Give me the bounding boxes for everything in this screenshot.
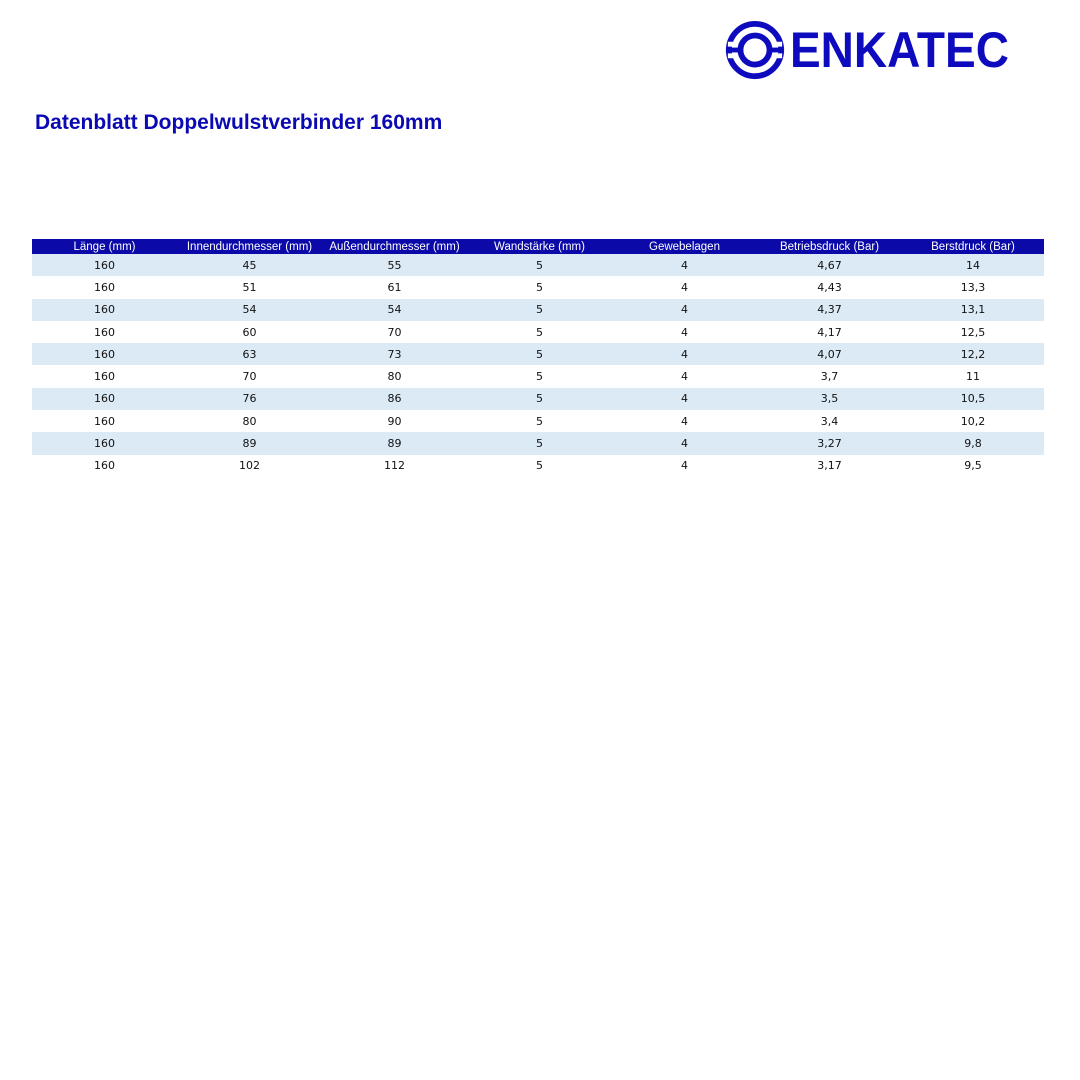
table-cell-betriebsdruck: 4,17 xyxy=(757,321,902,343)
table-cell-aussendurchmesser: 55 xyxy=(322,254,467,276)
table-cell-berstdruck: 13,1 xyxy=(902,299,1044,321)
table-cell-wandstaerke: 5 xyxy=(467,455,612,477)
table-cell-laenge: 160 xyxy=(32,299,177,321)
table-cell-innendurchmesser: 70 xyxy=(177,365,322,387)
table-row xyxy=(32,365,1044,387)
table-cell-berstdruck: 13,3 xyxy=(902,276,1044,298)
table-cell-aussendurchmesser: 54 xyxy=(322,299,467,321)
column-header-laenge: Länge (mm) xyxy=(32,239,177,254)
table-cell-betriebsdruck: 3,4 xyxy=(757,410,902,432)
table-cell-wandstaerke: 5 xyxy=(467,321,612,343)
table-cell-aussendurchmesser: 70 xyxy=(322,321,467,343)
brand-logo xyxy=(724,18,1060,82)
table-cell-laenge: 160 xyxy=(32,455,177,477)
table-cell-aussendurchmesser: 112 xyxy=(322,455,467,477)
table-cell-gewebelagen: 4 xyxy=(612,432,757,454)
table-row xyxy=(32,321,1044,343)
brand-name: ENKATEC xyxy=(790,22,1009,78)
spec-table xyxy=(32,239,1044,477)
table-cell-aussendurchmesser: 80 xyxy=(322,365,467,387)
table-cell-gewebelagen: 4 xyxy=(612,276,757,298)
table-row xyxy=(32,343,1044,365)
table-cell-innendurchmesser: 54 xyxy=(177,299,322,321)
table-cell-laenge: 160 xyxy=(32,410,177,432)
table-cell-laenge: 160 xyxy=(32,388,177,410)
table-cell-berstdruck: 14 xyxy=(902,254,1044,276)
table-cell-betriebsdruck: 3,5 xyxy=(757,388,902,410)
table-cell-betriebsdruck: 3,17 xyxy=(757,455,902,477)
table-cell-gewebelagen: 4 xyxy=(612,365,757,387)
table-cell-wandstaerke: 5 xyxy=(467,299,612,321)
table-cell-innendurchmesser: 60 xyxy=(177,321,322,343)
table-cell-laenge: 160 xyxy=(32,321,177,343)
table-cell-betriebsdruck: 4,67 xyxy=(757,254,902,276)
table-cell-wandstaerke: 5 xyxy=(467,365,612,387)
table-cell-wandstaerke: 5 xyxy=(467,343,612,365)
table-cell-gewebelagen: 4 xyxy=(612,410,757,432)
table-cell-betriebsdruck: 3,7 xyxy=(757,365,902,387)
table-cell-gewebelagen: 4 xyxy=(612,321,757,343)
table-cell-aussendurchmesser: 89 xyxy=(322,432,467,454)
table-cell-laenge: 160 xyxy=(32,276,177,298)
table-cell-betriebsdruck: 4,07 xyxy=(757,343,902,365)
column-header-berstdruck: Berstdruck (Bar) xyxy=(902,239,1044,254)
table-cell-wandstaerke: 5 xyxy=(467,432,612,454)
column-header-gewebelagen: Gewebelagen xyxy=(612,239,757,254)
column-header-innendurchmesser: Innendurchmesser (mm) xyxy=(177,239,322,254)
column-header-aussendurchmesser: Außendurchmesser (mm) xyxy=(322,239,467,254)
table-cell-innendurchmesser: 45 xyxy=(177,254,322,276)
table-cell-innendurchmesser: 80 xyxy=(177,410,322,432)
table-cell-gewebelagen: 4 xyxy=(612,254,757,276)
table-cell-wandstaerke: 5 xyxy=(467,276,612,298)
table-cell-gewebelagen: 4 xyxy=(612,388,757,410)
table-cell-wandstaerke: 5 xyxy=(467,254,612,276)
table-cell-aussendurchmesser: 73 xyxy=(322,343,467,365)
table-cell-laenge: 160 xyxy=(32,432,177,454)
table-cell-betriebsdruck: 3,27 xyxy=(757,432,902,454)
table-cell-aussendurchmesser: 90 xyxy=(322,410,467,432)
table-cell-betriebsdruck: 4,37 xyxy=(757,299,902,321)
table-cell-berstdruck: 12,2 xyxy=(902,343,1044,365)
table-cell-berstdruck: 11 xyxy=(902,365,1044,387)
column-header-betriebsdruck: Betriebsdruck (Bar) xyxy=(757,239,902,254)
table-row xyxy=(32,388,1044,410)
table-cell-innendurchmesser: 102 xyxy=(177,455,322,477)
lifebuoy-icon xyxy=(724,19,786,81)
table-cell-berstdruck: 10,5 xyxy=(902,388,1044,410)
table-cell-laenge: 160 xyxy=(32,365,177,387)
page-title: Datenblatt Doppelwulstverbinder 160mm xyxy=(35,111,443,134)
table-cell-berstdruck: 9,5 xyxy=(902,455,1044,477)
table-cell-berstdruck: 9,8 xyxy=(902,432,1044,454)
table-cell-berstdruck: 12,5 xyxy=(902,321,1044,343)
table-cell-innendurchmesser: 51 xyxy=(177,276,322,298)
table-cell-innendurchmesser: 63 xyxy=(177,343,322,365)
table-cell-gewebelagen: 4 xyxy=(612,455,757,477)
table-row xyxy=(32,254,1044,276)
table-cell-laenge: 160 xyxy=(32,254,177,276)
table-cell-gewebelagen: 4 xyxy=(612,343,757,365)
table-cell-wandstaerke: 5 xyxy=(467,388,612,410)
table-row xyxy=(32,276,1044,298)
table-cell-gewebelagen: 4 xyxy=(612,299,757,321)
table-row xyxy=(32,432,1044,454)
table-cell-innendurchmesser: 89 xyxy=(177,432,322,454)
table-cell-berstdruck: 10,2 xyxy=(902,410,1044,432)
table-header-row xyxy=(32,239,1044,254)
table-cell-betriebsdruck: 4,43 xyxy=(757,276,902,298)
table-cell-innendurchmesser: 76 xyxy=(177,388,322,410)
table-cell-wandstaerke: 5 xyxy=(467,410,612,432)
table-body xyxy=(32,254,1044,477)
table-row xyxy=(32,410,1044,432)
table-row xyxy=(32,299,1044,321)
table-row xyxy=(32,455,1044,477)
table-cell-laenge: 160 xyxy=(32,343,177,365)
column-header-wandstaerke: Wandstärke (mm) xyxy=(467,239,612,254)
table-cell-aussendurchmesser: 61 xyxy=(322,276,467,298)
table-cell-aussendurchmesser: 86 xyxy=(322,388,467,410)
